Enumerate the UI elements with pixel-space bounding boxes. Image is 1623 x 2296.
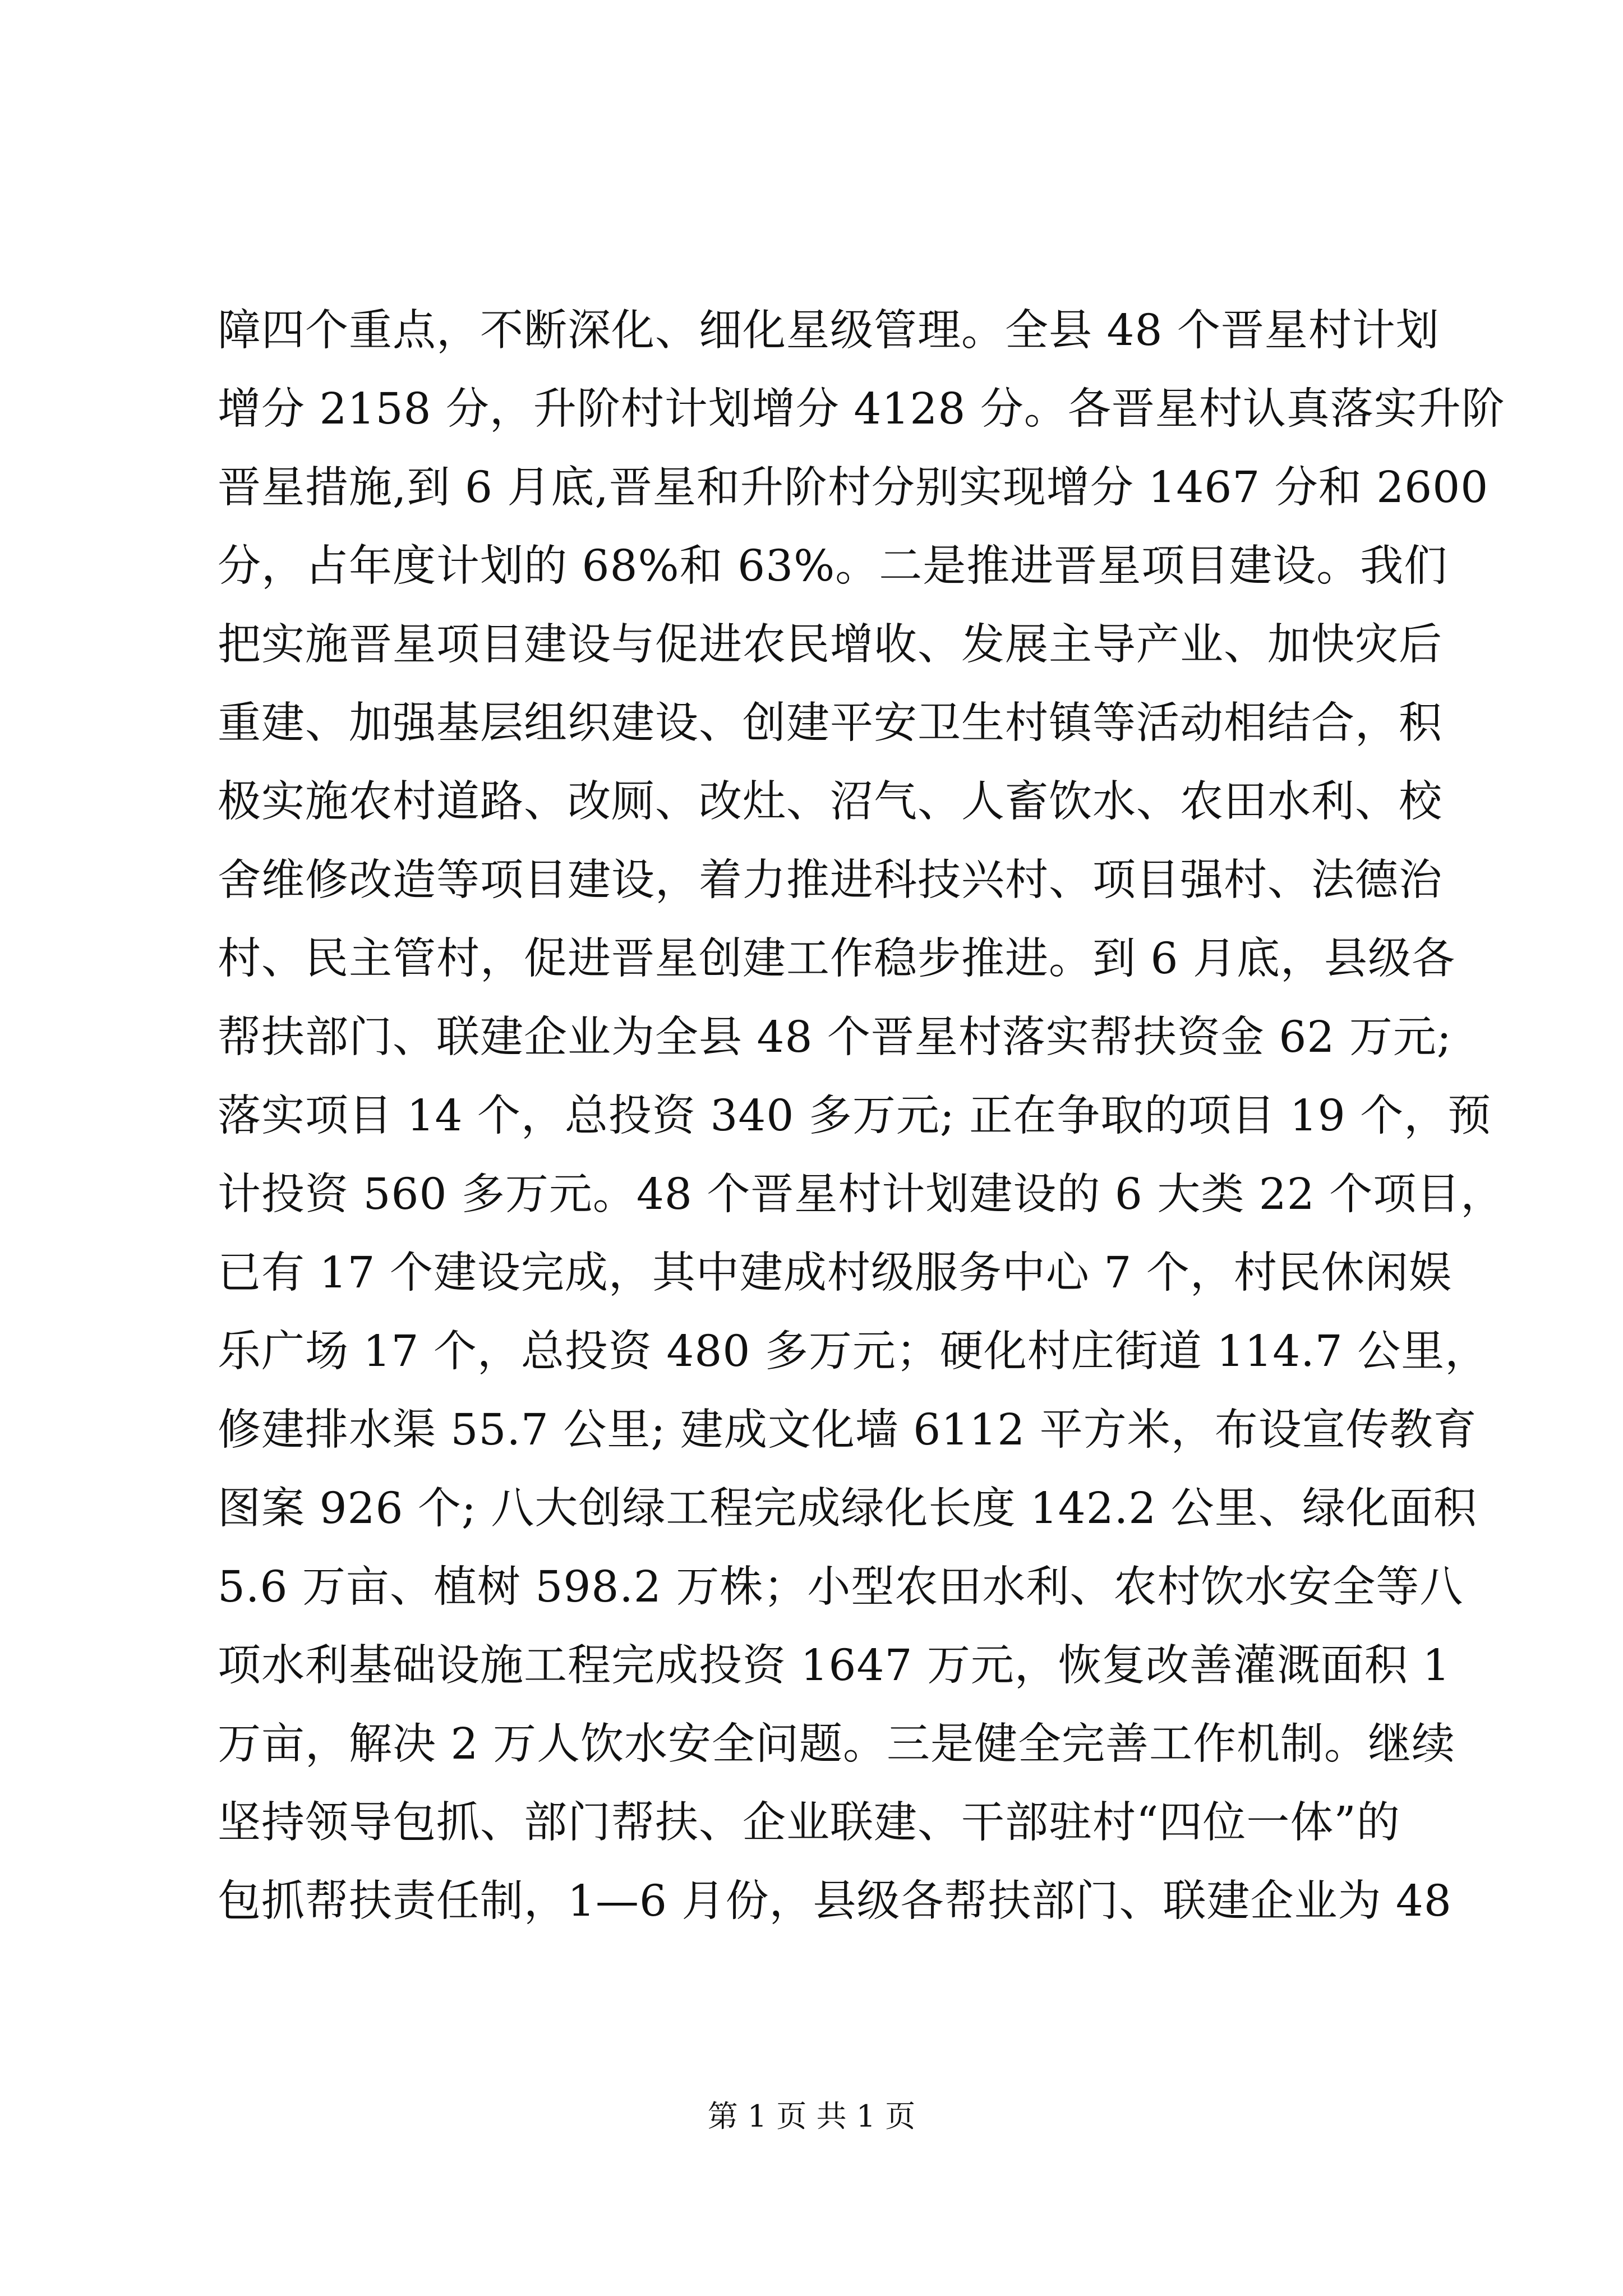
text-line: 晋星措施,到 6 月底,晋星和升阶村分别实现增分 1467 分和 2600	[218, 463, 1489, 513]
text-line: 图案 926 个; 八大创绿工程完成绿化长度 142.2 公里、绿化面积	[218, 1484, 1477, 1534]
body-paragraph	[218, 292, 1505, 1941]
page-footer	[0, 2097, 1623, 2136]
text-line: 障四个重点，不断深化、细化星级管理。全县 48 个晋星村计划	[218, 306, 1440, 356]
text-line: 把实施晋星项目建设与促进农民增收、发展主导产业、加快灾后	[218, 620, 1442, 670]
text-line: 帮扶部门、联建企业为全县 48 个晋星村落实帮扶资金 62 万元;	[218, 1013, 1452, 1062]
text-line: 计投资 560 多万元。48 个晋星村计划建设的 6 大类 22 个项目，	[218, 1170, 1505, 1220]
text-line: 舍维修改造等项目建设，着力推进科技兴村、项目强村、法德治	[218, 855, 1442, 905]
text-line: 乐广场 17 个，总投资 480 多万元；硬化村庄街道 114.7 公里，	[218, 1327, 1489, 1377]
text-line: 万亩，解决 2 万人饮水安全问题。三是健全完善工作机制。继续	[218, 1719, 1455, 1769]
text-line: 5.6 万亩、植树 598.2 万株；小型农田水利、农村饮水安全等八	[218, 1562, 1464, 1612]
text-line: 修建排水渠 55.7 公里; 建成文化墙 6112 平方米，布设宣传教育	[218, 1405, 1477, 1455]
text-line: 坚持领导包抓、部门帮扶、企业联建、干部驻村“四位一体”的	[218, 1798, 1400, 1848]
text-line: 村、民主管村，促进晋星创建工作稳步推进。到 6 月底，县级各	[218, 934, 1455, 984]
text-line: 包抓帮扶责任制，1—6 月份，县级各帮扶部门、联建企业为 48	[218, 1876, 1452, 1926]
text-line: 增分 2158 分，升阶村计划增分 4128 分。各晋星村认真落实升阶	[218, 384, 1505, 434]
text-line: 落实项目 14 个，总投资 340 多万元; 正在争取的项目 19 个，预	[218, 1091, 1492, 1141]
text-line: 已有 17 个建设完成，其中建成村级服务中心 7 个，村民休闲娱	[218, 1248, 1453, 1298]
page-number-label: 第 1 页 共 1 页	[707, 2099, 916, 2134]
text-line: 分，占年度计划的 68%和 63%。二是推进晋星项目建设。我们	[218, 541, 1448, 591]
text-line: 极实施农村道路、改厕、改灶、沼气、人畜饮水、农田水利、校	[218, 777, 1442, 827]
text-line: 项水利基础设施工程完成投资 1647 万元，恢复改善灌溉面积 1	[218, 1641, 1451, 1691]
text-line: 重建、加强基层组织建设、创建平安卫生村镇等活动相结合，积	[218, 698, 1442, 748]
